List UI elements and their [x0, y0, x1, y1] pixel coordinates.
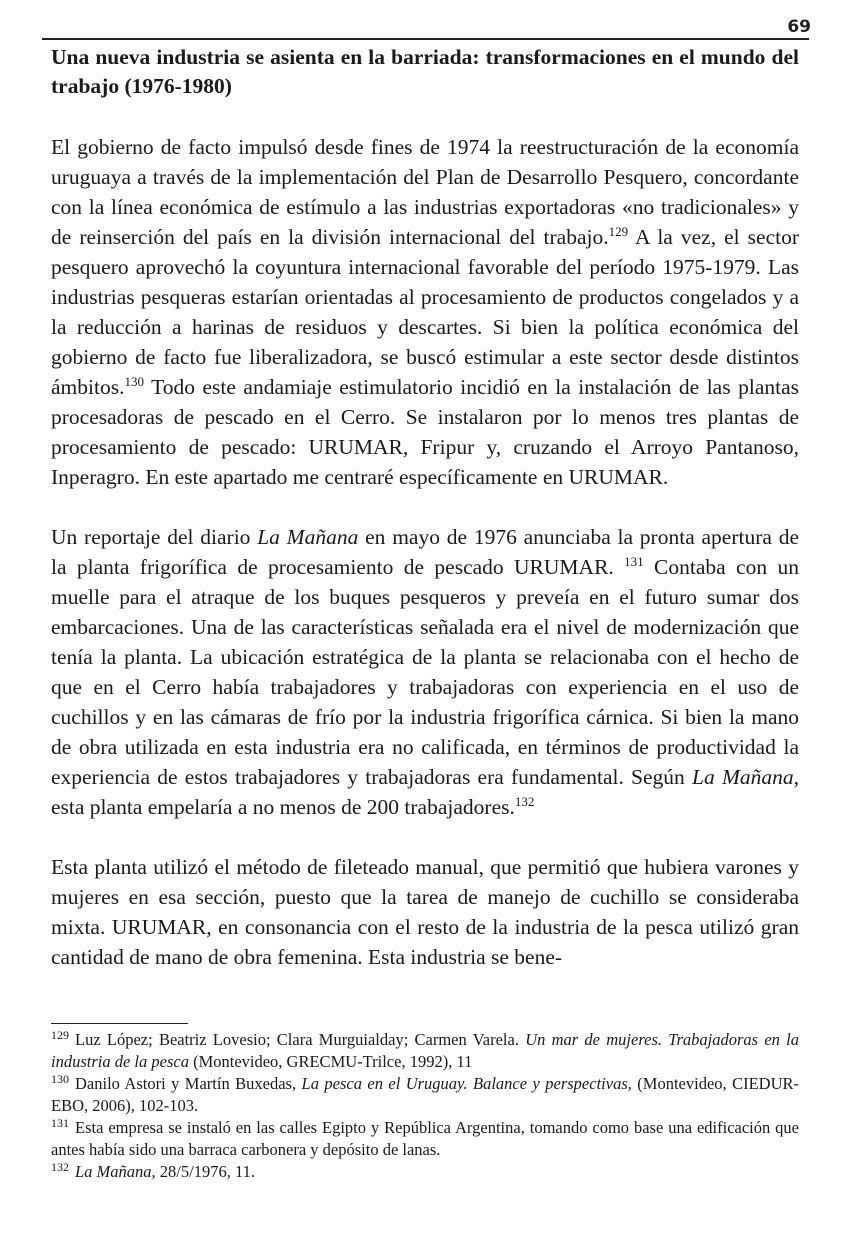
footnote-132 — [51, 1161, 799, 1183]
section-heading: Una nueva industria se asienta en la barriada: transformaciones en el mundo del trabajo (1976-1980) — [51, 45, 799, 98]
newspaper-title: La Mañana — [692, 765, 794, 789]
footnote-text: Danilo Astori y Martín Buxedas, — [75, 1074, 302, 1093]
footnote-text: (Montevideo, GRECMU-Trilce, 1992), 11 — [188, 1052, 473, 1071]
paragraph-2 — [51, 522, 799, 822]
paragraph-1-text-b: A la vez, el sector pesquero aprovechó la coyuntura internacional favorable del período 1975-1979. Las industrias pesqueras estarían orientadas al procesamiento de productos congelados y a la reducción a harinas de residuos y descartes. Si bien la política económica del gobierno de facto fue liberalizadora, se buscó estimular a este sector desde distintos ámbitos. — [51, 225, 800, 399]
paragraph-2-text-b: en mayo de 1976 anunciaba la pronta apertura de la planta frigorífica de procesamiento de pescado URUMAR. — [51, 525, 800, 579]
footnote-text: Esta empresa se instaló en las calles Egipto y República Argentina, tomando como base una edificación que antes había sido una barraca carbonera y depósito de lanas. — [51, 1118, 799, 1159]
paragraph-2-text-d: , esta planta empelaría a no menos de 200 trabajadores. — [51, 765, 799, 819]
footnote-text: , (Montevideo, CIEDUR-EBO, 2006), 102-103. — [51, 1074, 799, 1115]
footnote-separator — [51, 1023, 188, 1024]
footnote-number: 131 — [51, 1115, 69, 1130]
footnote-131 — [51, 1117, 799, 1161]
footnote-book-title: La pesca en el Uruguay. Balance y perspectivas — [301, 1074, 628, 1093]
page-body — [51, 43, 799, 972]
footnote-130 — [51, 1073, 799, 1117]
page-number: 69 — [787, 17, 811, 37]
paragraph-1-text-c: Todo este andamiaje estimulatorio incidió en la instalación de las plantas procesadoras de pescado en el Cerro. Se instalaron por lo menos tres plantas de procesamiento de pescado: URUMAR, Fripur y, cruzando el Arroyo Pantanoso, Inperagro. En este apartado me centraré específicamente en URUMAR. — [51, 375, 799, 489]
footnote-text: Luz López; Beatriz Lovesio; Clara Murguialday; Carmen Varela. — [75, 1030, 526, 1049]
footnote-newspaper-title: La Mañana — [75, 1162, 152, 1181]
newspaper-title: La Mañana — [257, 525, 359, 549]
footnote-number: 130 — [51, 1071, 69, 1086]
paragraph-2-text-a: Un reportaje del diario — [51, 525, 258, 549]
paragraph-1 — [51, 132, 799, 492]
footnote-number: 132 — [51, 1159, 69, 1174]
footnote-ref-130[interactable]: 130 — [124, 373, 144, 389]
footnote-book-title: Un mar de mujeres. Trabajadoras en la industria de la pesca — [51, 1030, 799, 1071]
footnote-number: 129 — [51, 1027, 69, 1042]
paragraph-1-text-a: El gobierno de facto impulsó desde fines de 1974 la reestructuración de la economía uruguaya a través de la implementación del Plan de Desarrollo Pesquero, concordante con la línea económica de estímulo a las industrias exportadoras «no tradicionales» y de reinserción del país en la división internacional del trabajo. — [51, 135, 799, 249]
paragraph-3 — [51, 852, 799, 972]
header-rule — [42, 38, 809, 40]
paragraph-2-text-c: Contaba con un muelle para el atraque de los buques pesqueros y preveía en el futuro sumar dos embarcaciones. Una de las características señalada era el nivel de modernización que tenía la planta. La ubicación estratégica de la planta se relacionaba con el hecho de que en el Cerro había trabajadores y trabajadoras con experiencia en el uso de cuchillos y en las cámaras de frío por la industria frigorífica cárnica. Si bien la mano de obra utilizada en esta industria era no calificada, en términos de productividad la experiencia de estos trabajadores y trabajadoras era fundamental. Según — [51, 555, 799, 789]
footnote-ref-131[interactable]: 131 — [624, 553, 644, 569]
footnote-text: , 28/5/1976, 11. — [151, 1162, 255, 1181]
footnote-129 — [51, 1029, 799, 1073]
footnote-ref-132[interactable]: 132 — [514, 793, 535, 809]
paragraph-3-text: Esta planta utilizó el método de fileteado manual, que permitió que hubiera varones y mujeres en esa sección, puesto que la tarea de manejo de cuchillo se consideraba mixta. URUMAR, en consonancia con el resto de la industria de la pesca utilizó gran cantidad de mano de obra femenina. Esta industria se bene- — [51, 855, 799, 969]
footnote-ref-129[interactable]: 129 — [608, 223, 629, 239]
footnotes — [51, 1029, 799, 1183]
